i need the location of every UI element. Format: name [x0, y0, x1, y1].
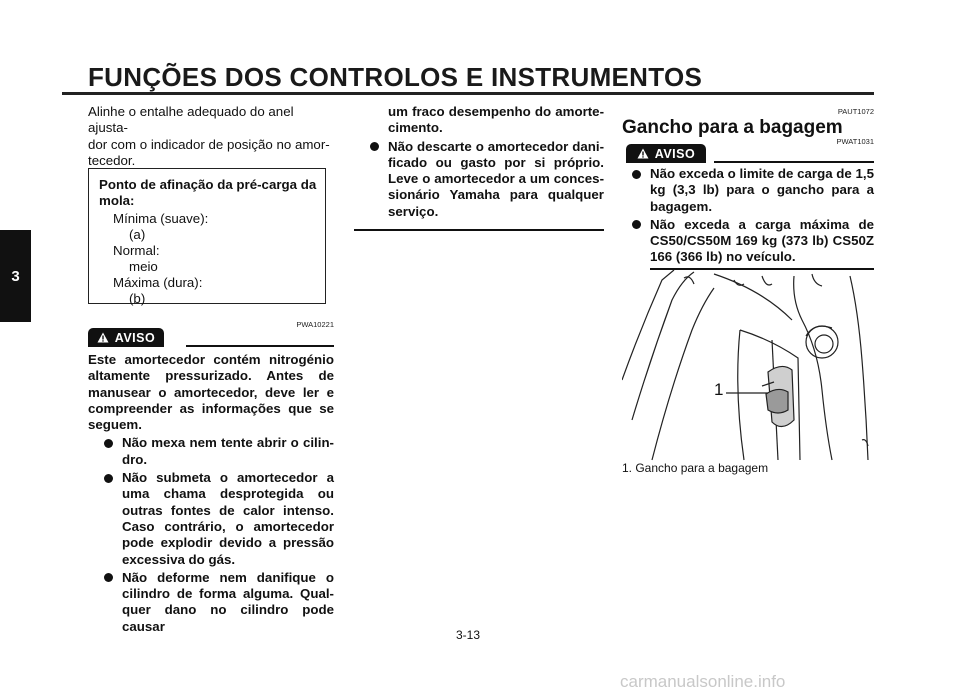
list-item-text: Não submeta o amortecedor a uma chama desprotegida ou outras fontes de calor intenso. Caso contrário, o amortecedor pode explodir devido a pressão excessiva do gás. — [122, 470, 334, 567]
intro-line: dor com o indicador de posição no amor- — [88, 136, 330, 152]
warning-code: PWA10221 — [296, 320, 334, 329]
bullet-dot-icon — [632, 220, 641, 229]
spec-max-value: (b) — [129, 291, 146, 306]
spec-box — [88, 168, 326, 304]
spec-min-value: (a) — [129, 227, 146, 242]
warning-badge — [626, 144, 706, 163]
bullet-dot-icon — [370, 142, 379, 151]
intro-line: Alinhe o entalhe adequado do anel ajusta- — [88, 104, 294, 136]
figure-callout: 1 — [714, 380, 724, 399]
list-item-text: Não exceda o limite de carga de 1,5 kg (3,3 lb) para o gancho para a bagagem. — [650, 166, 874, 214]
section-title: Gancho para a bagagem — [622, 117, 843, 138]
list-item-text: Não mexa nem tente abrir o cilin-dro. — [122, 435, 334, 467]
chapter-tab[interactable]: 3 — [0, 230, 31, 322]
spec-normal-label: Normal: — [113, 243, 160, 258]
intro-line: tecedor. — [88, 152, 136, 168]
warning-bullet-list — [88, 435, 334, 635]
list-item — [628, 217, 874, 266]
warning-code: PWAT1031 — [836, 137, 874, 146]
list-item — [366, 139, 604, 220]
watermark: carmanualsonline.info — [620, 672, 786, 691]
section-code: PAUT1072 — [837, 107, 874, 116]
warning-rule — [186, 345, 334, 347]
page-header-title: FUNÇÕES DOS CONTROLOS E INSTRUMENTOS — [88, 62, 703, 92]
scooter-illustration — [622, 270, 874, 462]
warning-text: Este amortecedor contém nitrogénio altamente pressurizado. Antes de manusear o amortecedor, deve ler e compreender as informações que se seguem. — [88, 352, 334, 433]
list-item — [100, 435, 334, 468]
figure-caption: 1. Gancho para a bagagem — [622, 461, 769, 475]
bullet-dot-icon — [104, 573, 113, 582]
warning-triangle-icon — [637, 148, 649, 159]
warning-label: AVISO — [654, 146, 696, 161]
bullet-dot-icon — [632, 170, 641, 179]
header-rule — [62, 92, 874, 95]
continued-text: um fraco desempenho do amorte-cimento. — [388, 104, 604, 136]
list-item — [100, 470, 334, 568]
warning-continued — [354, 104, 604, 222]
warning-end-rule — [354, 229, 604, 231]
list-item-text: Não exceda a carga máxima de CS50/CS50M 169 kg (373 lb) CS50Z 166 (366 lb) no veículo. — [650, 216, 874, 265]
spec-min-label: Mínima (suave): — [113, 211, 209, 226]
luggage-hook-figure — [622, 270, 874, 462]
warning-badge — [88, 328, 164, 347]
bullet-dot-icon — [104, 439, 113, 448]
warning-body — [88, 352, 334, 637]
list-item-text: Não deforme nem danifique o cilindro de forma alguma. Qual-quer dano no cilindro pode causar — [122, 569, 334, 634]
spec-title: Ponto de afinação da pré-carga da mola: — [99, 177, 317, 209]
luggage-bullet-list — [622, 166, 874, 266]
spec-max-label: Máxima (dura): — [113, 275, 203, 290]
warning-triangle-icon — [97, 332, 109, 343]
bullet-dot-icon — [104, 474, 113, 483]
continued-bullet-list — [354, 139, 604, 220]
list-item — [628, 166, 874, 215]
intro-paragraph — [88, 104, 334, 169]
warning-label: AVISO — [114, 330, 156, 345]
spec-normal-value: meio — [129, 259, 158, 274]
list-item-text: Não descarte o amortecedor dani-ficado ou gasto por si próprio. Leve o amortecedor a um conces-sionário Yamaha para qualquer serviço. — [388, 138, 604, 219]
luggage-warning — [622, 166, 874, 268]
list-item — [100, 570, 334, 635]
page-number: 3-13 — [456, 628, 481, 642]
warning-rule — [714, 161, 874, 163]
